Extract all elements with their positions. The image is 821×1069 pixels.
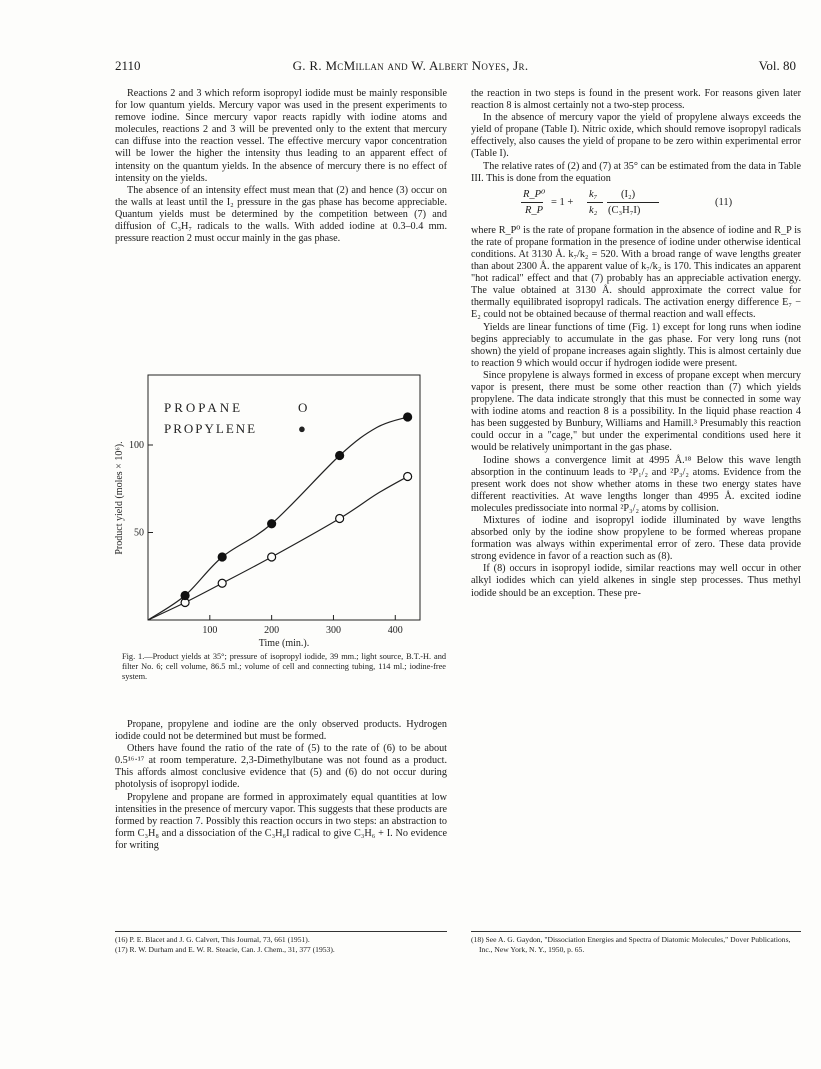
legend-propylene-symbol: ● (298, 421, 306, 436)
paragraph: Propane, propylene and iodine are the only observed products. Hydrogen iodide could not be determined but must be formed. (115, 719, 447, 743)
footnote-18: (18) See A. G. Gaydon, "Dissociation Energies and Spectra of Diatomic Molecules," Dover Publications, Inc., New York, N. Y., 1950, p. 65. (471, 935, 791, 954)
data-point-propane (404, 473, 412, 481)
paragraph: Yields are linear functions of time (Fig. 1) except for long runs when iodine begins appreciably to accumulate in the gas phase. For very long runs (not shown) the yield of propane increases again slightly. This is almost certainly due to reaction 9 which would occur if hydrogen iodide were present. (471, 321, 801, 369)
eq-lhs-numerator: R_P⁰ (523, 188, 546, 200)
eq-number: (11) (715, 196, 733, 208)
eq-lhs-bar (521, 202, 543, 203)
data-point-propylene (268, 520, 276, 528)
paragraph: Mixtures of iodine and isopropyl iodide illuminated by wave lengths absorbed only by the iodine show propylene to be formed whereas propane formation was always within experimental error of zero. These data provide strong evidence in favor of a reaction such as (8). (471, 515, 801, 563)
legend-propane-symbol: O (298, 400, 308, 415)
paragraph: Iodine shows a convergence limit at 4995 Å.¹⁸ Below this wave length absorption in the continuum leads to ²P₁/₂ and ²P₃/₂ atoms. Evidence from the present work does not show whether atoms in these two energy states have different reactivities. At wave lengths longer than 4995 Å. excited iodine molecules predissociate into normal ²P₃/₂ atoms by collision. (471, 454, 801, 514)
footnote-rule-left (115, 931, 447, 932)
legend-propylene-label: PROPYLENE (164, 421, 258, 436)
data-point-propane (336, 515, 344, 523)
y-tick-label: 50 (134, 527, 144, 539)
left-column-top (115, 88, 447, 245)
footnote-16: (16) P. E. Blacet and J. G. Calvert, This Journal, 73, 661 (1951). (115, 935, 310, 944)
paragraph: Since propylene is always formed in excess of propane except when mercury vapor is present, there must be some other reaction than (7) which yields propylene. The data indicate strongly that this must be connected in some way with iodine atoms and reaction 8 is a possibility. In the liquid phase reaction 4 has been suggested by Bunbury, Williams and Hamill.³ Presumably this reaction could occur in a "cage," but under the experimental conditions used here it would be relatively unimportant in the gas phase. (471, 369, 801, 454)
x-axis-label: Time (min.). (258, 638, 310, 649)
right-footnotes (471, 935, 801, 954)
footnote-17: (17) R. W. Durham and E. W. R. Steacie, Can. J. Chem., 31, 377 (1953). (115, 944, 335, 954)
data-point-propylene (218, 553, 226, 561)
eq-k2: k₂ (589, 204, 598, 216)
series-line-propylene (148, 417, 408, 620)
data-point-propane (218, 579, 226, 587)
series-curves (148, 417, 408, 620)
data-point-propylene (181, 592, 189, 600)
x-tick-label: 100 (202, 625, 218, 636)
eq-lhs-denominator: R_P (525, 204, 544, 216)
paragraph: Others have found the ratio of the rate of (5) to the rate of (6) to be about 0.5¹⁶·¹⁷ at room temperature. 2,3-Dimethylbutane was not found as a product. This affords almost conclusive evidence that (5) and (6) do not occur during photolysis of isopropyl iodide. (115, 743, 447, 791)
data-point-propylene (336, 452, 344, 460)
page-number: 2110 (115, 58, 141, 73)
left-column-bottom (115, 719, 447, 852)
left-footnotes (115, 935, 447, 954)
eq-conc-bar (607, 202, 659, 203)
eq-k-bar (587, 202, 603, 203)
y-axis-label: Product yield (moles × 10⁶). (114, 441, 125, 555)
series-markers (181, 413, 412, 607)
data-point-propylene (404, 413, 412, 421)
eq-i2: (I₂) (621, 188, 636, 200)
x-tick-label: 200 (264, 625, 280, 636)
y-tick-label: 100 (129, 440, 144, 451)
figure-1-chart (108, 370, 448, 652)
x-tick-label: 400 (387, 625, 403, 636)
paragraph: the reaction in two steps is found in the present work. For reasons given later reaction 8 is almost certainly not a two-step process. (471, 88, 801, 112)
figure-caption: Fig. 1.—Product yields at 35°; pressure of isopropyl iodide, 39 mm.; light source, B.T.-H. and filter No. 6; cell volume, 86.5 ml.; volume of cell and connecting tubing, 114 ml.; iodine-free system. (122, 652, 446, 681)
footnote-rule-right (471, 931, 801, 932)
legend-propane-label: PROPANE (164, 400, 244, 415)
paragraph: Propylene and propane are formed in approximately equal quantities at low intensities in the presence of mercury vapor. This suggests that these products are formed by reaction 7. Possibly this reaction occurs in two steps: an abstraction to form C₃H₈ and a dissociation of the C₃H₆I radical to give C₃H₆ + I. No evidence for writing (115, 791, 447, 851)
volume-label: Vol. 80 (758, 58, 796, 73)
paragraph: In the absence of mercury vapor the yield of propylene always exceeds the yield of propane (Table I). Nitric oxide, which should remove isopropyl radicals effectively, also causes the yield of propane to be zero within experimental error (Table I). (471, 112, 801, 160)
paragraph: Reactions 2 and 3 which reform isopropyl iodide must be mainly responsible for low quantum yields. Mercury vapor was used in the present experiments to remove iodine. Since mercury vapor reacts rapidly with iodine atoms and molecules, reactions 2 and 3 will be prevented only to the extent that mercury can diffuse into the reaction vessel. The effective mercury vapor concentration will be lower the higher the intensity thus leading to an apparent effect of intensity on the quantum yields. In the absence of mercury there is no effect of intensity on the yields. (115, 88, 447, 184)
x-tick-label: 300 (325, 625, 341, 636)
running-head-authors: G. R. McMillan and W. Albert Noyes, Jr. (292, 58, 529, 73)
eq-k7: k₇ (589, 188, 598, 200)
eq-c3h7i: (C₃H₇I) (608, 204, 641, 216)
paragraph: If (8) occurs in isopropyl iodide, similar reactions may well occur in other alkyl iodides which can yield alkenes in single step processes. Thus methyl iodide should be an exception. These pre- (471, 563, 801, 599)
right-column (471, 88, 801, 600)
paragraph: where R_P⁰ is the rate of propane formation in the absence of iodine and R_P is the rate of propane formation in the presence of iodine under otherwise identical conditions. At 3130 Å. k₇/k₂ = 520. With a broad range of wave lengths greater than about 2300 Å. the apparent value of k₇/k₂ is 170. This indicates an apparent "hot radical" effect and that (7) probably has an appreciable activation energy. The value obtained at 3130 Å. should approximate the correct value for thermally equilibrated isopropyl radicals. The activation energy difference E₇ − E₂ could not be obtained because of thermal reaction and wall effects. (471, 224, 801, 321)
paragraph: The absence of an intensity effect must mean that (2) and hence (3) occur on the walls at least until the I₂ pressure in the gas phase has become appreciable. Quantum yields must be determined by the competition between (7) and diffusion of C₃H₇ radicals to the walls. With added iodine at 0.3–0.4 mm. pressure reaction 2 must occur mainly in the gas phase. (115, 184, 447, 245)
paragraph: The relative rates of (2) and (7) at 35° can be estimated from the data in Table III. This is done from the equation (471, 160, 801, 184)
equation-11 (471, 187, 801, 223)
data-point-propane (268, 553, 276, 561)
eq-one-plus: = 1 + (551, 196, 574, 208)
